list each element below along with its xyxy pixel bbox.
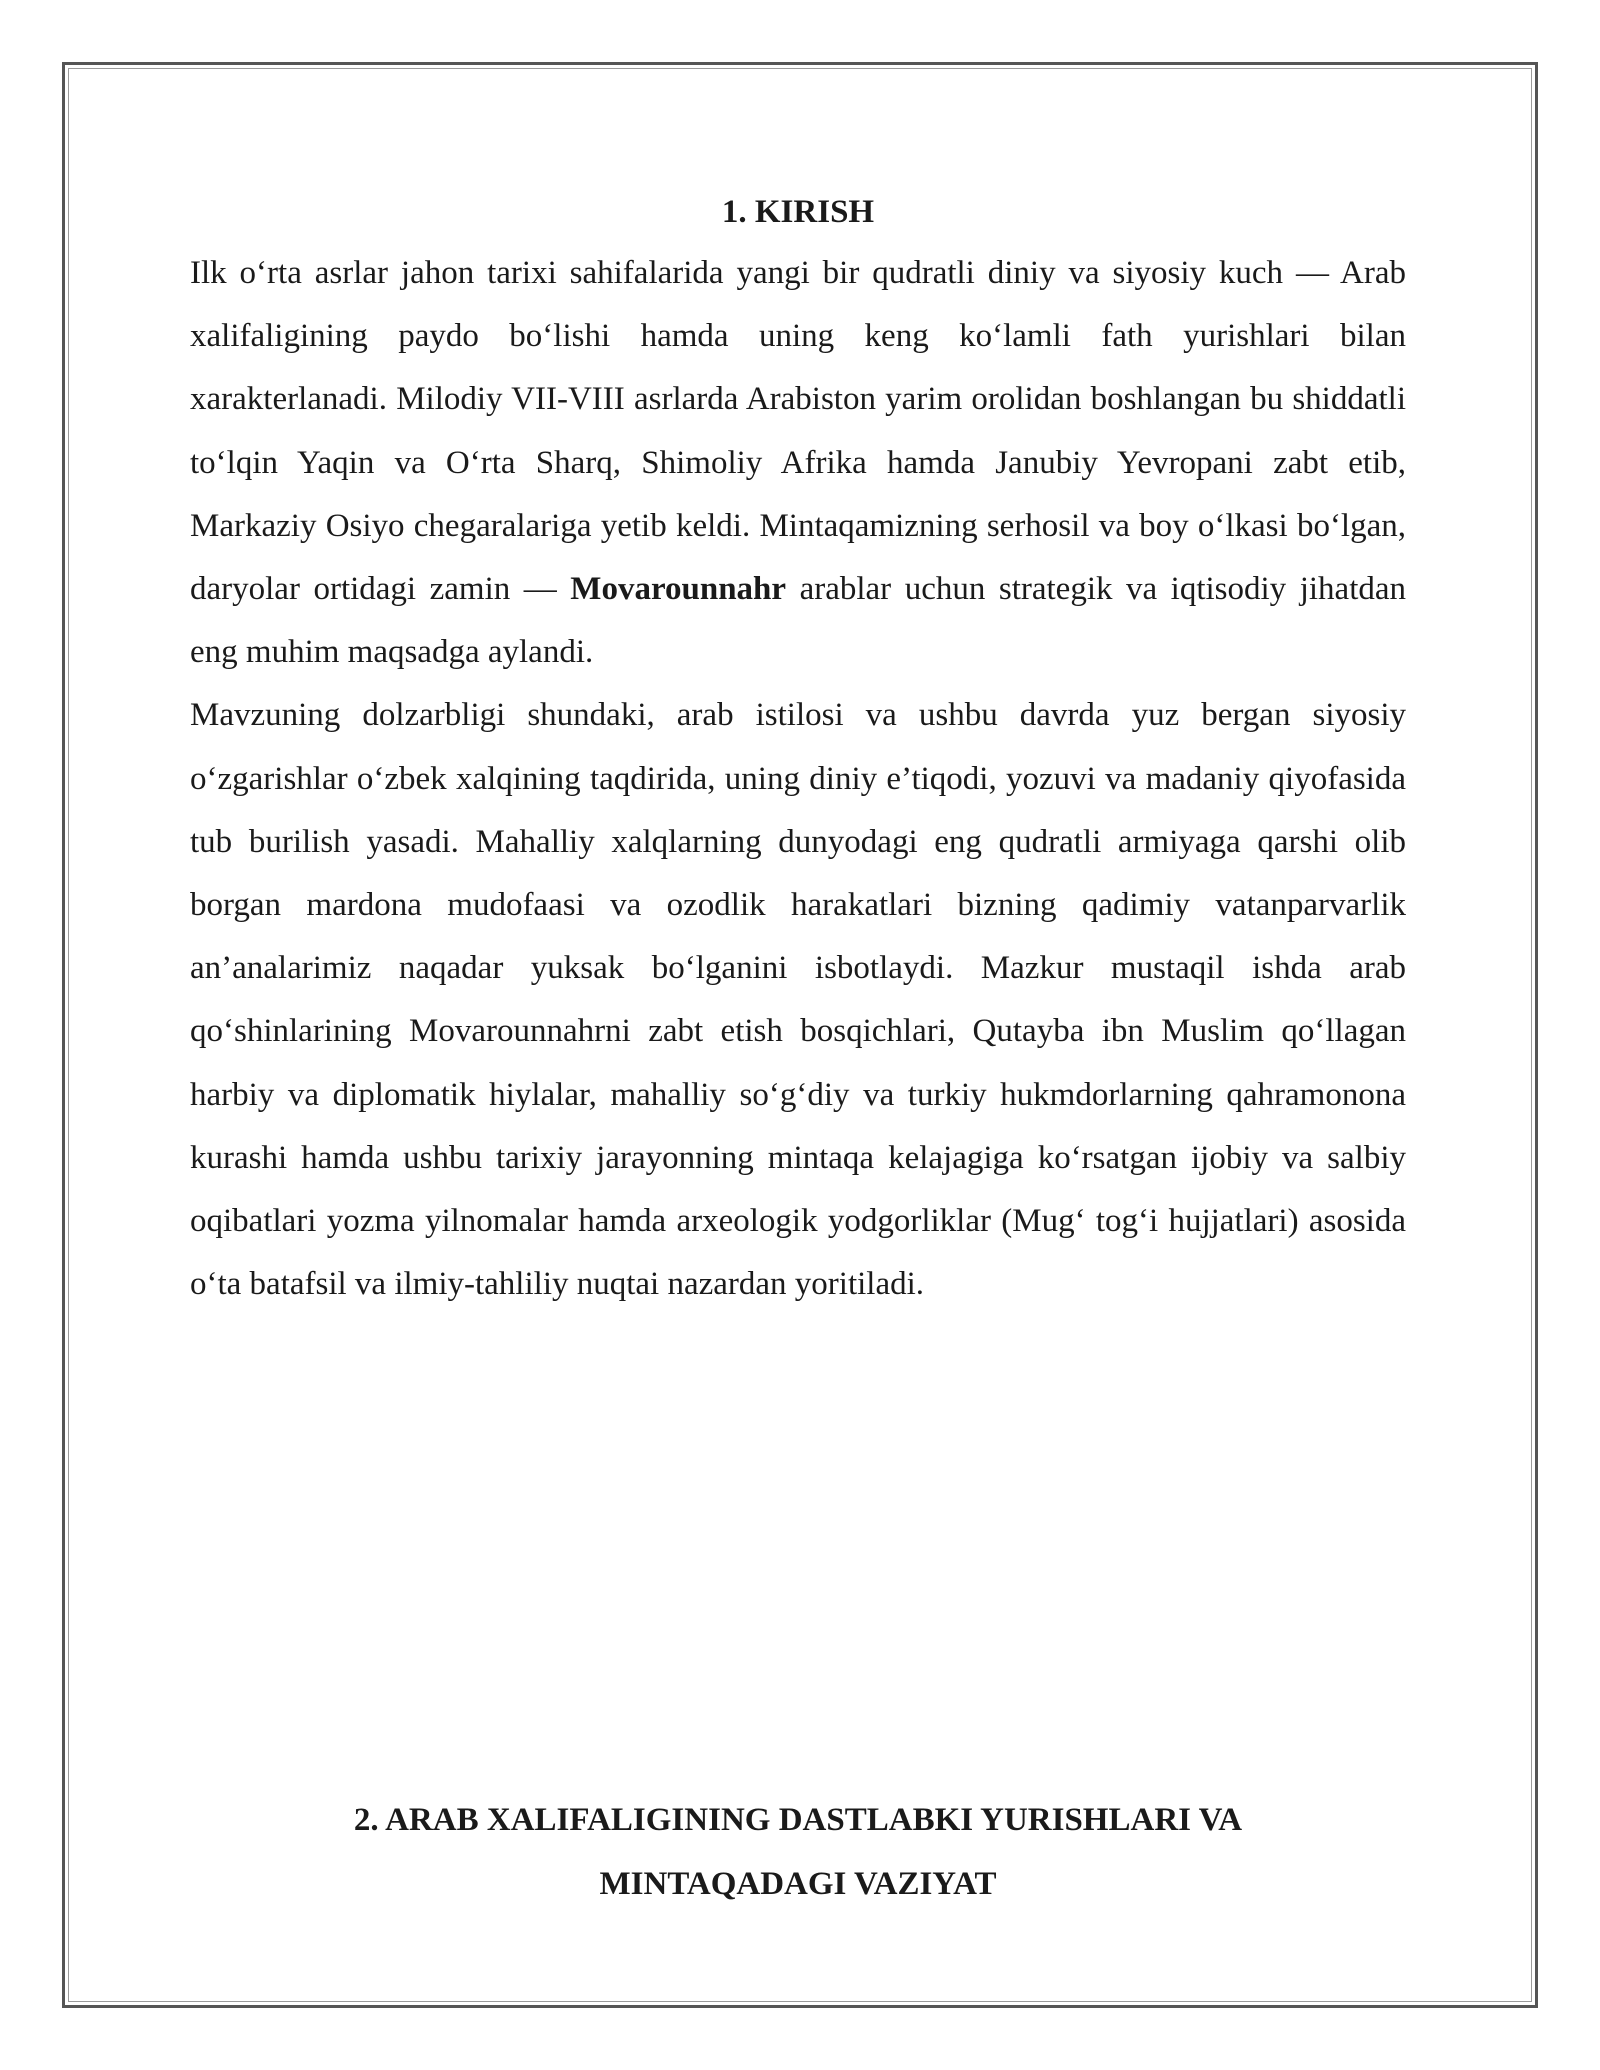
page-content — [190, 186, 1406, 1316]
section-2-title-line-1: 2. ARAB XALIFALIGINING DASTLABKI YURISHLARI VA — [353, 1802, 1243, 1839]
section-1-paragraph-2: Mavzuning dolzarbligi shundaki, arab istilosi va ushbu davrda yuz bergan siyosiy o‘zgarishlar o‘zbek xalqining taqdirida, uning diniy e’tiqodi, yozuvi va madaniy qiyofasida tub burilish yasadi. Mahalliy xalqlarning dunyodagi eng qudratli armiyaga qarshi olib borgan mardona mudofaasi va ozodlik harakatlari bizning qadimiy vatanparvarlik an’analarimiz naqadar yuksak bo‘lganini isbotlaydi. Mazkur mustaqil ishda arab qo‘shinlarining Movarounnahrni zabt etish bosqichlari, Qutayba ibn Muslim qo‘llagan harbiy va diplomatik hiylalar, mahalliy so‘g‘diy va turkiy hukmdorlarning qahramonona kurashi hamda ushbu tarixiy jarayonning mintaqa kelajagiga ko‘rsatgan ijobiy va salbiy oqibatlari yozma yilnomalar hamda arxeologik yodgorliklar (Mug‘ tog‘i hujjatlari) asosida o‘ta batafsil va ilmiy-tahliliy nuqtai nazardan yoritiladi. — [190, 697, 1406, 1303]
paragraph-1-text-end: arablar uchun strategik va iqtisodiy jihatdan eng muhim maqsadga aylandi. — [190, 571, 1407, 671]
section-2-title-line-2: MINTAQADAGI VAZIYAT — [599, 1865, 997, 1902]
section-1-paragraph-1 — [190, 242, 1406, 684]
paragraph-1-bold-term: Movarounnahr — [570, 571, 787, 608]
paragraph-1-text-start: Ilk o‘rta asrlar jahon tarixi sahifalarida yangi bir qudratli diniy va siyosiy kuch — Arab xalifaligining paydo bo‘lishi hamda uning keng ko‘lamli fath yurishlari bilan xarakterlanadi. Milodiy VII-VIII asrlarda Arabiston yarim orolidan boshlangan bu shiddatli to‘lqin Yaqin va O‘rta Sharq, Shimoliy Afrika hamda Janubiy Yevropani zabt etib, Markaziy Osiyo chegaralariga yetib keldi. Mintaqamizning serhosil va boy o‘lkasi bo‘lgan, daryolar ortidagi zamin — — [190, 255, 1406, 608]
section-1-title: 1. KIRISH — [721, 194, 875, 230]
section-2-title — [190, 1789, 1406, 1916]
